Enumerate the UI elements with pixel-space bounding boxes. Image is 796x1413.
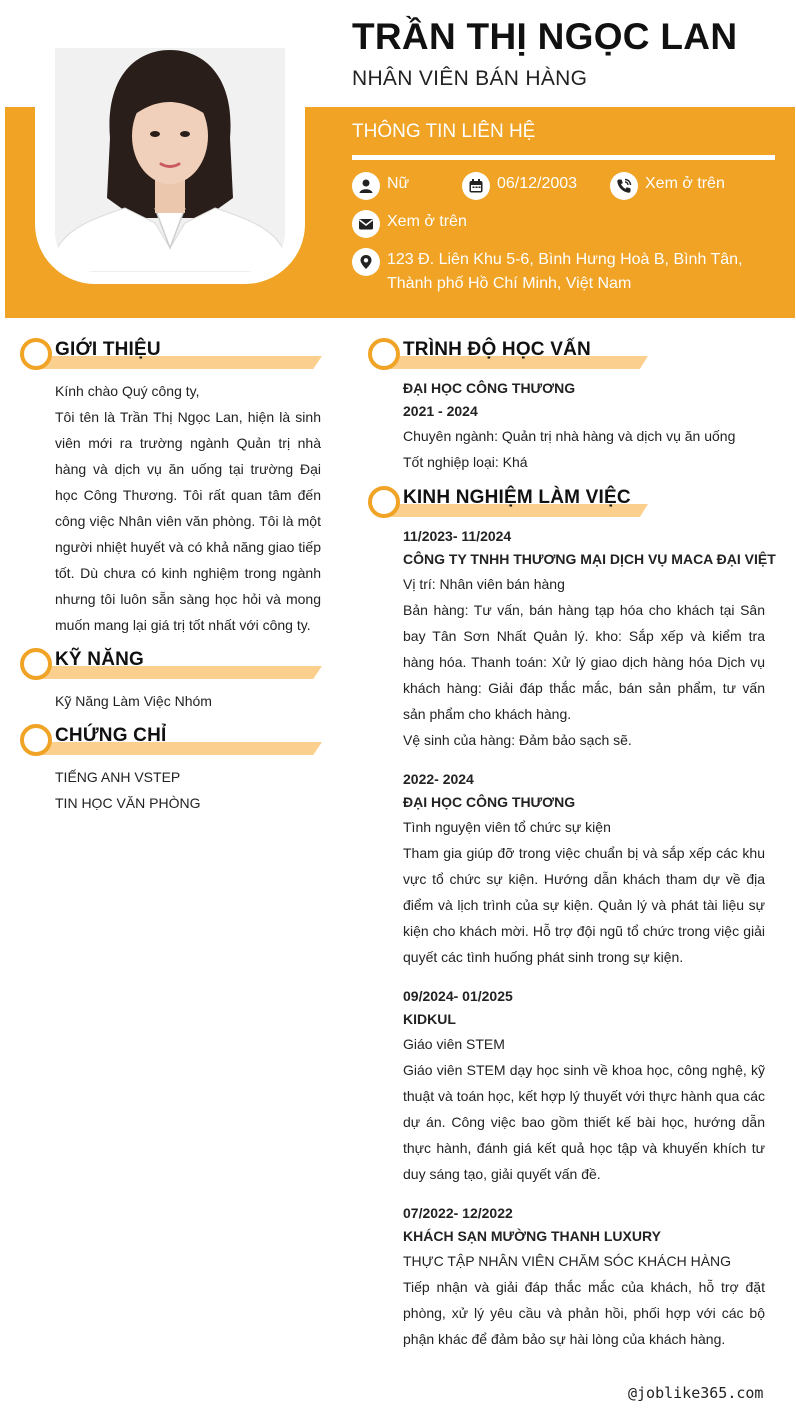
intro-title: GIỚI THIỆU (55, 339, 161, 360)
intro-section-header (20, 337, 322, 371)
contact-address (352, 252, 775, 296)
job-company: ĐẠI HỌC CÔNG THƯƠNG (403, 794, 576, 810)
contact-birthday (462, 176, 577, 200)
person-icon (352, 172, 380, 200)
education-title: TRÌNH ĐỘ HỌC VẤN (403, 339, 591, 360)
job-company: CÔNG TY TNHH THƯƠNG MẠI DỊCH VỤ MACA ĐẠI VIỆT (403, 551, 776, 567)
job-company: KHÁCH SẠN MƯỜNG THANH LUXURY (403, 1228, 661, 1244)
profile-photo (55, 48, 285, 272)
certificates-section-header (20, 723, 322, 757)
contact-phone (610, 176, 725, 200)
experience-entry (403, 525, 776, 753)
gender-value: Nữ (387, 175, 410, 192)
job-dates: 07/2022- 12/2022 (403, 1205, 513, 1221)
skill-item: Kỹ Năng Làm Việc Nhóm (55, 693, 212, 709)
experience-entry (403, 768, 765, 970)
education-entry (403, 377, 765, 475)
section-bullet-icon (20, 724, 52, 756)
intro-body: Tôi tên là Trần Thị Ngọc Lan, hiện là sinh viên mới ra trường ngành Quản trị nhà hàng và dịch vụ ăn uống tại trường Đại học Công Thương. Tôi rất quan tâm đến công việc Nhân viên văn phòng. Tôi là một người nhiệt huyết và có khả năng giao tiếp tốt. Dù chưa có kinh nghiệm trong ngành nhưng tôi luôn sẵn sàng học hỏi và mong muốn mang lại giá trị tốt nhất với công ty. (55, 409, 321, 633)
calendar-icon (462, 172, 490, 200)
certificate-item: TIN HỌC VĂN PHÒNG (55, 795, 201, 811)
contact-divider (352, 155, 775, 160)
education-school: ĐẠI HỌC CÔNG THƯƠNG (403, 380, 576, 396)
job-description: Tham gia giúp đỡ trong việc chuẩn bị và sắp xếp các khu vực tổ chức sự kiện. Hướng dẫn khách tham dự về địa điểm và lịch trình của sự kiện. Quản lý và phát tài liệu sự kiện cho khách mời. Hỗ trợ đội ngũ tổ chức trong việc giải quyết các tình huống phát sinh trong sự kiện. (403, 845, 765, 965)
section-bullet-icon (368, 338, 400, 370)
experience-title: KINH NGHIỆM LÀM VIỆC (403, 487, 631, 508)
contact-heading: THÔNG TIN LIÊN HỆ (352, 121, 536, 142)
education-years: 2021 - 2024 (403, 403, 478, 419)
job-dates: 09/2024- 01/2025 (403, 988, 513, 1004)
skills-section-header (20, 647, 322, 681)
skills-title: KỸ NĂNG (55, 649, 145, 670)
phone-value: Xem ở trên (645, 175, 725, 192)
email-icon (352, 210, 380, 238)
location-icon (352, 248, 380, 276)
birthday-value: 06/12/2003 (497, 175, 578, 192)
intro-greeting: Kính chào Quý công ty, (55, 383, 200, 399)
contact-gender (352, 176, 409, 200)
job-role: THỰC TẬP NHÂN VIÊN CHĂM SÓC KHÁCH HÀNG (403, 1253, 732, 1269)
experience-entry (403, 985, 765, 1187)
section-bullet-icon (368, 486, 400, 518)
experience-section-header (368, 485, 648, 519)
candidate-name: TRẦN THỊ NGỌC LAN (352, 16, 738, 57)
footer-watermark: @joblike365.com (628, 1384, 764, 1402)
education-grade: Tốt nghiệp loại: Khá (403, 454, 528, 470)
job-role: Tình nguyện viên tổ chức sự kiện (403, 819, 611, 835)
section-bullet-icon (20, 648, 52, 680)
job-dates: 11/2023- 11/2024 (403, 528, 512, 544)
certificates-title: CHỨNG CHỈ (55, 725, 167, 746)
job-description: Bản hàng: Tư vấn, bán hàng tạp hóa cho khách tại Sân bay Tân Sơn Nhất Quản lý. kho: Sắp xếp và kiểm tra hàng hóa. Thanh toán: Xử lý giao dịch hàng hóa Dịch vụ khách hàng: Giải đáp thắc mắc, bán sản phẩm, tư vấn sản phẩm cho khách hàng. (403, 602, 765, 722)
experience-entry (403, 1202, 765, 1352)
job-role: Giáo viên STEM (403, 1036, 505, 1052)
section-bullet-icon (20, 338, 52, 370)
certificate-item: TIẾNG ANH VSTEP (55, 769, 181, 785)
contact-email (352, 214, 467, 238)
job-extra: Vệ sinh của hàng: Đảm bảo sạch sẽ. (403, 732, 632, 748)
job-company: KIDKUL (403, 1011, 456, 1027)
job-title: NHÂN VIÊN BÁN HÀNG (352, 67, 588, 90)
address-value: 123 Đ. Liên Khu 5-6, Bình Hưng Hoà B, Bình Tân, Thành phố Hồ Chí Minh, Việt Nam (387, 251, 743, 292)
job-role: Vị trí: Nhân viên bán hàng (403, 576, 565, 592)
phone-icon (610, 172, 638, 200)
education-section-header (368, 337, 648, 371)
job-description: Giáo viên STEM dạy học sinh về khoa học, công nghệ, kỹ thuật và toán học, kết hợp lý thuyết với thực hành qua các dự án. Công việc bao gồm thiết kế bài học, hướng dẫn thực hành, đánh giá kết quả học tập và khuyến khích tư duy sáng tạo, giải quyết vấn đề. (403, 1062, 765, 1182)
job-description: Tiếp nhận và giải đáp thắc mắc của khách, hỗ trợ đặt phòng, xử lý yêu cầu và phản hồi, phối hợp với các bộ phận khác để đảm bảo sự hài lòng của khách hàng. (403, 1279, 765, 1347)
education-major: Chuyên ngành: Quản trị nhà hàng và dịch vụ ăn uống (403, 428, 736, 444)
job-dates: 2022- 2024 (403, 771, 474, 787)
email-value: Xem ở trên (387, 213, 467, 230)
